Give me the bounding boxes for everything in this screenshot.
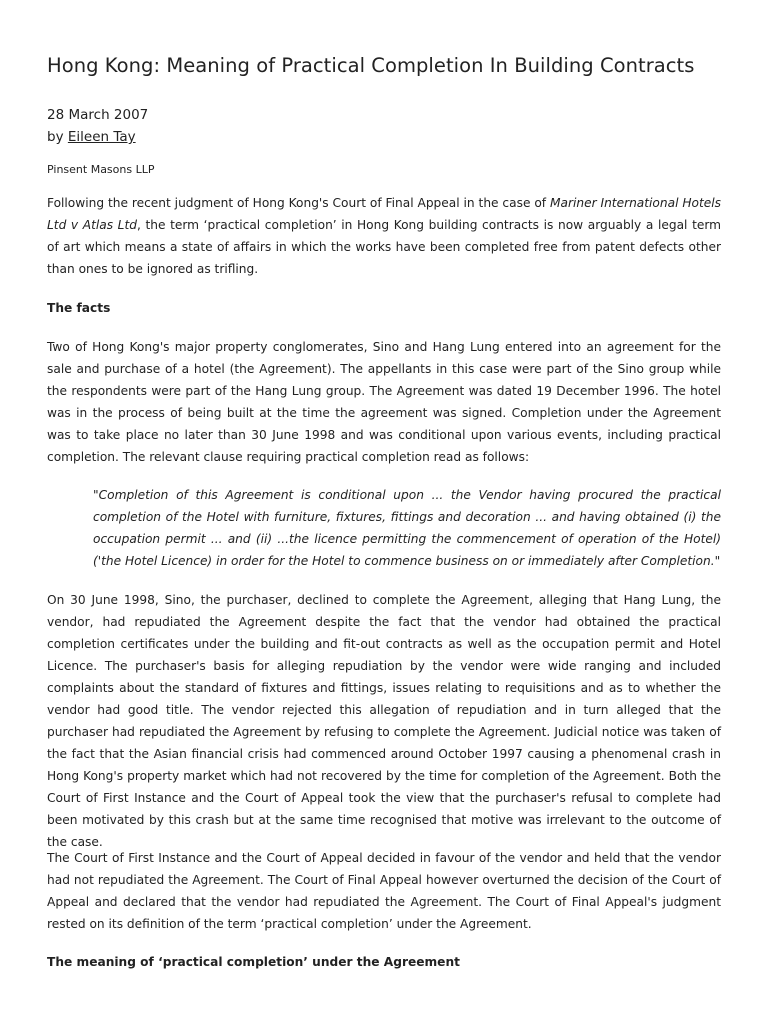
article-title: Hong Kong: Meaning of Practical Completion In Building Contracts: [47, 54, 695, 77]
byline-prefix: by: [47, 129, 68, 145]
article-byline: [47, 127, 136, 147]
intro-text-end: , the term ‘practical completion’ in Hong Kong building contracts is now arguably a legal term of art which means a state of affairs in which the works have been completed free from patent defects other than ones to be ignored as trifling.: [47, 218, 722, 276]
author-link[interactable]: Eileen Tay: [67, 129, 136, 145]
facts-paragraph-3: The Court of First Instance and the Court of Appeal decided in favour of the vendor and held that the vendor had not repudiated the Agreement. The Court of Final Appeal however overturned the decision of the Court of Appeal and declared that the vendor had repudiated the Agreement. The Court of Final Appeal's judgment rested on its definition of the term ‘practical completion’ under the Agreement.: [47, 851, 721, 931]
meaning-heading: The meaning of ‘practical completion’ under the Agreement: [47, 955, 460, 969]
facts-paragraph-2: On 30 June 1998, Sino, the purchaser, declined to complete the Agreement, alleging that Hang Lung, the vendor, had repudiated the Agreement despite the fact that the vendor had obtained the practical completion certificates under the building and fit-out contracts as well as the occupation permit and Hotel Licence. The purchaser's basis for alleging repudiation by the vendor were wide ranging and included complaints about the standard of fixtures and fittings, issues relating to requisitions and as to whether the vendor had good title. The vendor rejected this allegation of repudiation and in turn alleged that the purchaser had repudiated the Agreement by refusing to complete the Agreement. Judicial notice was taken of the fact that the Asian financial crisis had commenced around October 1997 causing a phenomenal crash in Hong Kong's property market which had not recovered by the time for completion of the Agreement. Both the Court of First Instance and the Court of Appeal took the view that the purchaser's refusal to complete had been motivated by this crash but at the same time recognised that motive was irrelevant to the outcome of the case.: [47, 593, 721, 849]
firm-name: Pinsent Masons LLP: [47, 163, 155, 176]
article-date: 28 March 2007: [47, 107, 149, 123]
facts-paragraph-1: Two of Hong Kong's major property conglomerates, Sino and Hang Lung entered into an agreement for the sale and purchase of a hotel (the Agreement). The appellants in this case were part of the Sino group while the respondents were part of the Hang Lung group. The Agreement was dated 19 December 1996. The hotel was in the process of being built at the time the agreement was signed. Completion under the Agreement was to take place no later than 30 June 1998 and was conditional upon various events, including practical completion. The relevant clause requiring practical completion read as follows:: [47, 340, 721, 464]
case-name: Mariner International Hotels Ltd v Atlas Ltd: [47, 196, 721, 232]
facts-heading: The facts: [47, 301, 111, 315]
intro-text-start: Following the recent judgment of Hong Kong's Court of Final Appeal in the case of: [47, 196, 550, 210]
intro-paragraph: [47, 192, 721, 280]
agreement-clause-quote: "Completion of this Agreement is conditional upon ... the Vendor having procured the practical completion of the Hotel with furniture, fixtures, fittings and decoration ... and having obtained (i) the occupation permit ... and (ii) ...the licence permitting the commencement of operation of the Hotel) ('the Hotel Licence) in order for the Hotel to commence business on or immediately after Completion.": [93, 488, 721, 568]
